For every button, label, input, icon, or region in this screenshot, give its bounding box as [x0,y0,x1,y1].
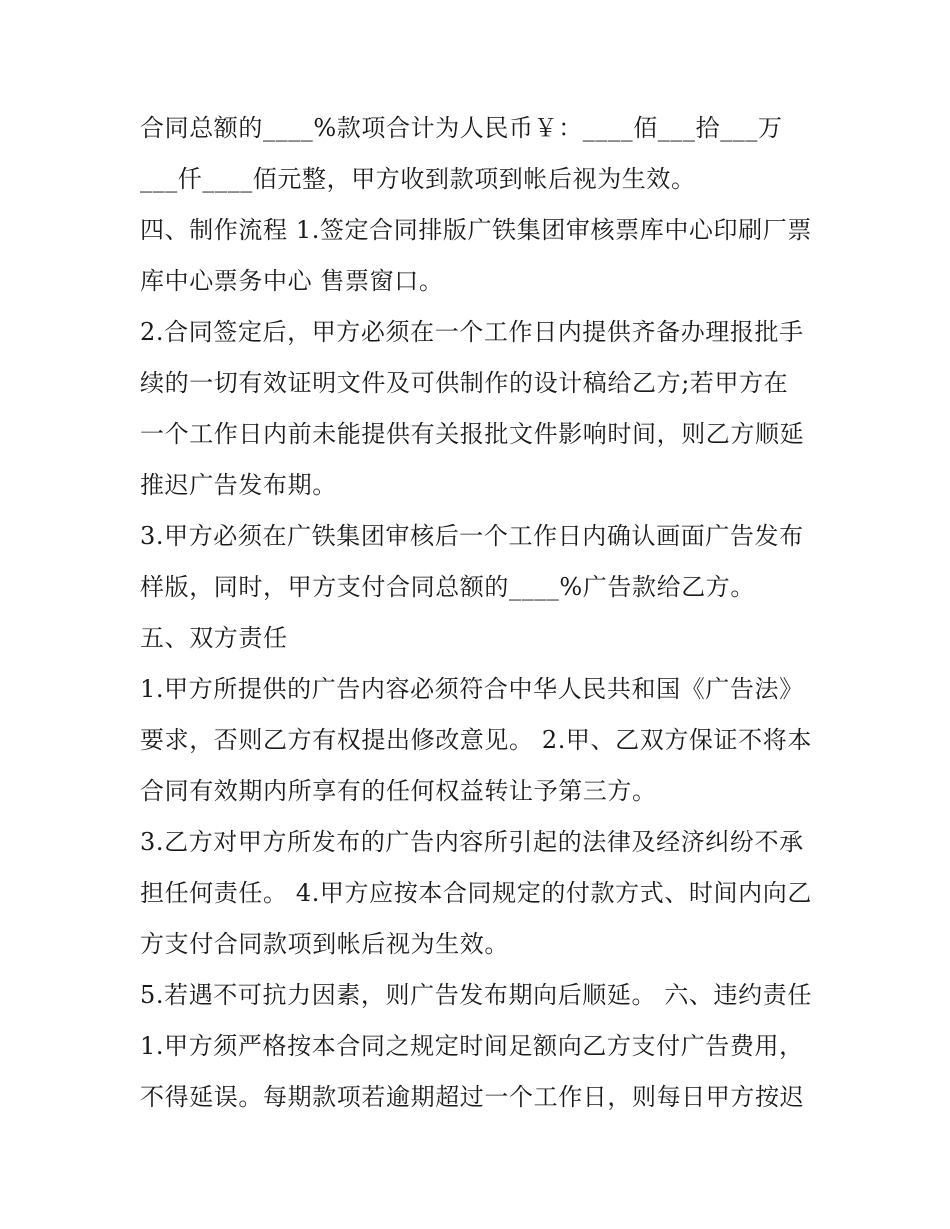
text-line: 要求，否则乙方有权提出修改意见。 2.甲、乙双方保证不将本 [140,726,812,754]
text-line: 不得延误。每期款项若逾期超过一个工作日，则每日甲方按迟 [140,1083,805,1111]
text-line: 续的一切有效证明文件及可供制作的设计稿给乙方;若甲方在 [140,369,789,397]
text-line: 1.甲方须严格按本合同之规定时间足额向乙方支付广告费用， [140,1032,804,1060]
text-line: 5.若遇不可抗力因素，则广告发布期向后顺延。 六、违约责任 [140,981,812,1009]
text-line: 担任何责任。 4.甲方应按本合同规定的付款方式、时间内向乙 [140,879,812,907]
text-line: 2.合同签定后，甲方必须在一个工作日内提供齐备办理报批手 [140,318,804,346]
text-line: 样版，同时，甲方支付合同总额的____%广告款给乙方。 [140,573,756,601]
text-line: ___仟____佰元整，甲方收到款项到帐后视为生效。 [140,165,696,193]
text-line: 3.乙方对甲方所发布的广告内容所引起的法律及经济纠纷不承 [140,828,804,856]
text-line: 推迟广告发布期。 [140,471,337,499]
text-line: 一个工作日内前未能提供有关报批文件影响时间，则乙方顺延 [140,420,805,448]
text-line: 方支付合同款项到帐后视为生效。 [140,930,509,958]
text-line: 1.甲方所提供的广告内容必须符合中华人民共和国《广告法》 [140,675,804,703]
text-line: 库中心票务中心 售票窗口。 [140,267,444,295]
document-body [140,103,820,1123]
text-line: 合同有效期内所享有的任何权益转让予第三方。 [140,777,657,805]
section-heading: 五、双方责任 [140,624,288,652]
text-line: 四、制作流程 1.签定合同排版广铁集团审核票库中心印刷厂票 [140,216,812,244]
text-line: 合同总额的____%款项合计为人民币￥：____佰___拾___万 [140,114,783,142]
text-line: 3.甲方必须在广铁集团审核后一个工作日内确认画面广告发布 [140,522,804,550]
